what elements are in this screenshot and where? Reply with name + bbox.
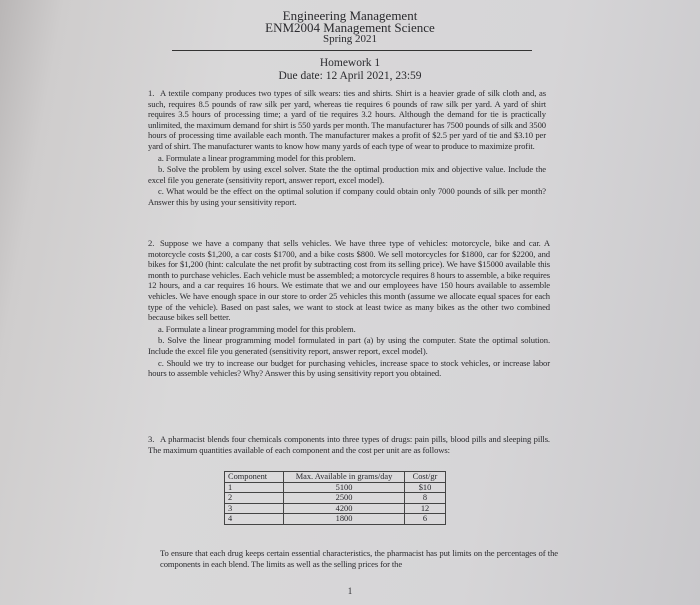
part-b: b. Solve the problem by using excel solver. State the the optimal production mix and objective value. Include the excel file you generate (sensitivity report, answer report, excel model). <box>148 164 546 185</box>
problem-3-continuation: To ensure that each drug keeps certain essential characteristics, the pharmacist has put limits on the percentages of the components in each blend. The limits as well as the selling prices for the <box>160 548 558 569</box>
part-a: a. Formulate a linear programming model for this problem. <box>158 323 356 334</box>
table-header: Cost/gr <box>405 472 446 483</box>
course-code: ENM2004 Management Science <box>265 20 435 35</box>
problem-2 <box>148 238 550 379</box>
table-row <box>225 493 446 504</box>
table-cell: 2500 <box>284 493 405 504</box>
header-divider <box>172 50 532 51</box>
table-cell: 12 <box>405 503 446 514</box>
table-cell: 4 <box>225 514 284 525</box>
problem-number: 3. <box>148 434 155 444</box>
term: Spring 2021 <box>322 33 378 45</box>
table-cell: 1 <box>225 482 284 493</box>
problem-1 <box>148 88 546 208</box>
due-date: Due date: 12 April 2021, 23:59 <box>278 70 422 82</box>
problem-3 <box>148 434 550 455</box>
problem-text: A pharmacist blends four chemicals components into three types of drugs: pain pills, blood pills and sleeping pills. The maximum quantities available of each component and the cost per unit are as follows: <box>148 434 550 455</box>
table-cell: $10 <box>405 482 446 493</box>
part-c: c. What would be the effect on the optimal solution if company could obtain only 7000 pounds of silk per month? Answer this by using your sensitivity report. <box>148 186 546 207</box>
table-row <box>225 482 446 493</box>
table-row <box>225 514 446 525</box>
table-cell: 2 <box>225 493 284 504</box>
table-cell: 1800 <box>284 514 405 525</box>
table-cell: 3 <box>225 503 284 514</box>
table-cell: 5100 <box>284 482 405 493</box>
part-b: b. Solve the linear programming model formulated in part (a) by using the computer. State the optimal solution. Include the excel file you generated (sensitivity report, answer report, excel model). <box>148 335 550 356</box>
problem-text: Suppose we have a company that sells vehicles. We have three type of vehicles: motorcycle, bike and car. A motorcycle costs $1,200, a car costs $1700, and a bike costs $800. We sell motorcycles for $1800, car for $2200, and bikes for $1,200 (hint: calculate the net profit by subtracting cost from its selling price). We have $15000 available this month to purchase vehicles. Each vehicle must be assembled; a motorcycle requires 8 hours to assemble, a bike requires 12 hours, and a car requires 16 hours. We estimate that we and our employees have 150 hours available to assemble vehicles. We have enough space in our store to order 25 vehicles this month (assume we allocate equal spaces for each type of the vehicle). Based on past sales, we want to stock at least twice as many bikes as the other two combined because bikes sell better. <box>148 238 550 323</box>
table-cell: 8 <box>405 493 446 504</box>
components-table <box>224 471 446 525</box>
problem-number: 1. <box>148 88 155 98</box>
homework-title: Homework 1 <box>319 57 381 69</box>
problem-text: A textile company produces two types of silk wears: ties and shirts. Shirt is a heavier grade of silk cloth and, as such, requires 8.5 pounds of raw silk per yard, whereas tie requires 6 pounds of raw silk per yard. A yard of shirt requires 3.5 hours of processing time; a yard of tie requires 3.2 hours. Although the demand for tie is practically unlimited, the maximum demand for shirt is 550 yards per month. The manufacturer has 7500 pounds of silk and 3500 hours of processing time available each month. The manufacturer makes a profit of $2.5 per yard of tie and $3.10 per yard of shirt. The manufacturer wants to know how many yards of each type of wear to produce to maximize profit. <box>148 88 546 151</box>
table-cell: 4200 <box>284 503 405 514</box>
course-title: Engineering Management <box>282 8 418 23</box>
table-header-row <box>225 472 446 483</box>
part-a: a. Formulate a linear programming model for this problem. <box>158 152 356 163</box>
table-row <box>225 503 446 514</box>
table-header: Component <box>225 472 284 483</box>
page-number: 1 <box>347 586 353 596</box>
part-c: c. Should we try to increase our budget for purchasing vehicles, increase space to stock vehicles, or increase labor hours to assemble vehicles? Why? Answer this by using sensitivity report you obtained. <box>148 357 550 379</box>
problem-number: 2. <box>148 238 155 248</box>
table-header: Max. Available in grams/day <box>284 472 405 483</box>
table-cell: 6 <box>405 514 446 525</box>
